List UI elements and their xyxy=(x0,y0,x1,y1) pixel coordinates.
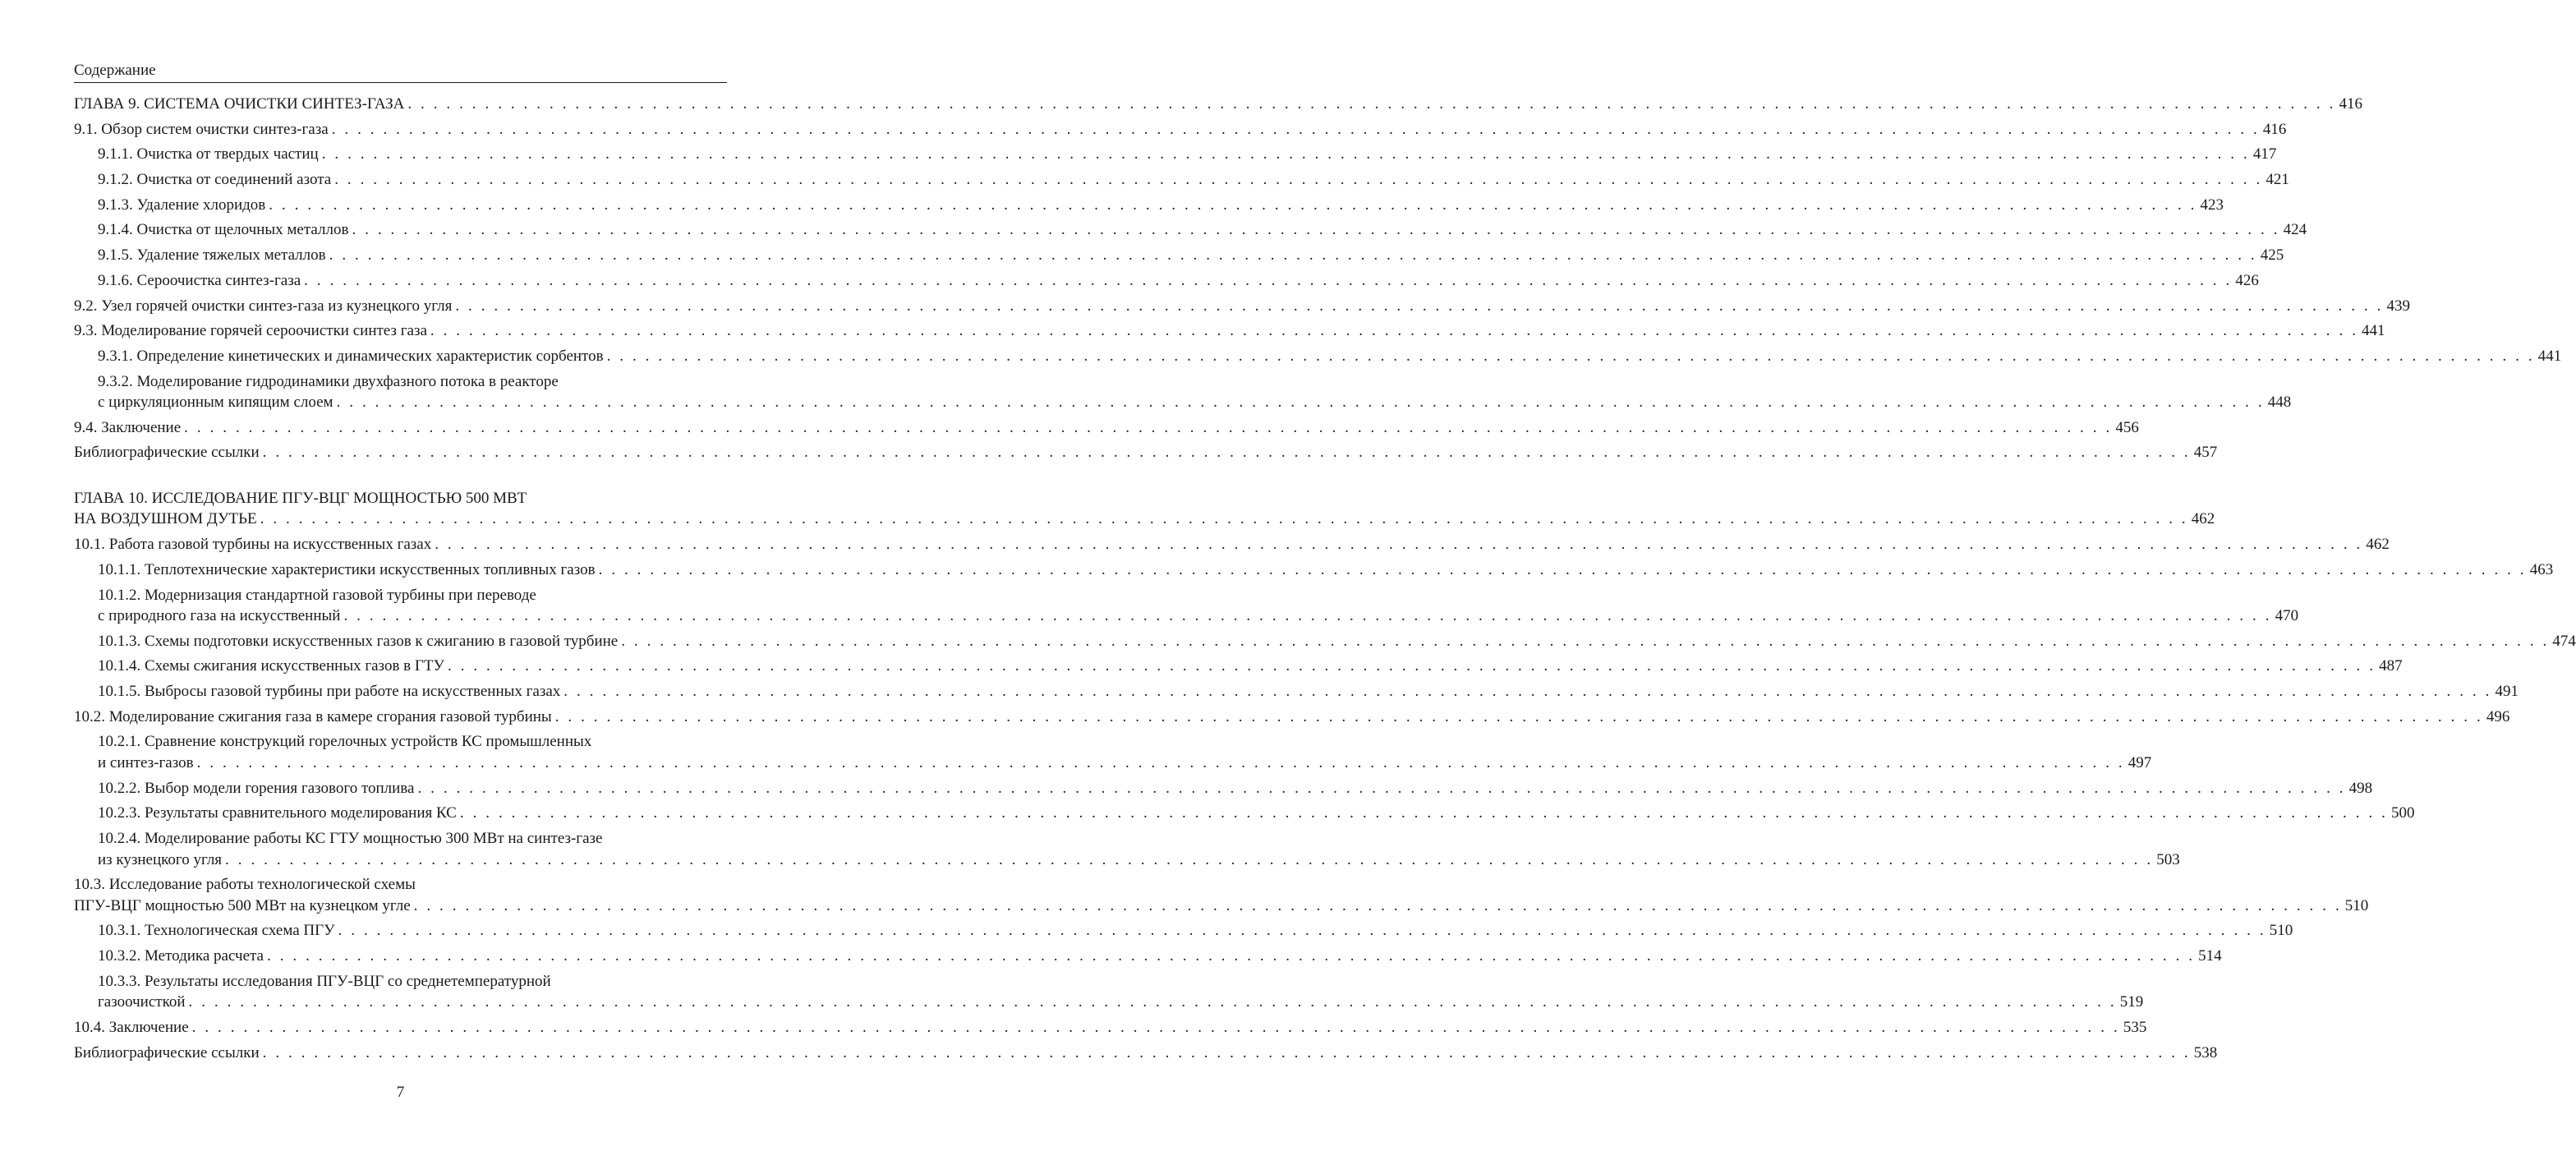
toc-page-number: 500 xyxy=(2391,804,2415,822)
dot-leader: . . . . . . . . . . . . . . . . . . . . . . . . . . . . . . . . . . . . . . . . . . . . . . . . . . . . . . . . . . . . . . . . . . . . . . . . . . . . . . . . . . . . . . . . . . . . . . . . . . . . . . . . . . . . . . . . . . . . . . . . . . . . . . . . . . . . . . . . . . . . . . . . . . . . . . xyxy=(447,657,2376,675)
toc-page-number: 439 xyxy=(2386,297,2410,315)
dot-leader: . . . . . . . . . . . . . . . . . . . . . . . . . . . . . . . . . . . . . . . . . . . . . . . . . . . . . . . . . . . . . . . . . . . . . . . . . . . . . . . . . . . . . . . . . . . . . . . . . . . . . . . . . . . . . . . . . . . . . . . . . . . . . . . . . . . . . . . . . . . . . . . . . . . . . . xyxy=(417,779,2346,797)
dot-leader: . . . . . . . . . . . . . . . . . . . . . . . . . . . . . . . . . . . . . . . . . . . . . . . . . . . . . . . . . . . . . . . . . . . . . . . . . . . . . . . . . . . . . . . . . . . . . . . . . . . . . . . . . . . . . . . . . . . . . . . . . . . . . . . . . . . . . . . . . . . . . . . . . . . . . . xyxy=(598,560,2527,578)
toc-entry-title: 9.3. Моделирование горячей сероочистки синтез газа xyxy=(74,322,427,340)
running-head: Содержание xyxy=(74,61,727,83)
toc-entry[interactable] xyxy=(74,119,2287,140)
dot-leader: . . . . . . . . . . . . . . . . . . . . . . . . . . . . . . . . . . . . . . . . . . . . . . . . . . . . . . . . . . . . . . . . . . . . . . . . . . . . . . . . . . . . . . . . . . . . . . . . . . . . . . . . . . . . . . . . . . . . . . . . . . . . . . . . . . . . . . . . . . . . . . . . . . . . . . xyxy=(430,322,2359,340)
dot-leader: . . . . . . . . . . . . . . . . . . . . . . . . . . . . . . . . . . . . . . . . . . . . . . . . . . . . . . . . . . . . . . . . . . . . . . . . . . . . . . . . . . . . . . . . . . . . . . . . . . . . . . . . . . . . . . . . . . . . . . . . . . . . . . . . . . . . . . . . . . . . . . . . . . . . . . xyxy=(196,753,2125,771)
toc-entry-title: 9.1.1. Очистка от твердых частиц xyxy=(98,145,319,163)
dot-leader: . . . . . . . . . . . . . . . . . . . . . . . . . . . . . . . . . . . . . . . . . . . . . . . . . . . . . . . . . . . . . . . . . . . . . . . . . . . . . . . . . . . . . . . . . . . . . . . . . . . . . . . . . . . . . . . . . . . . . . . . . . . . . . . . . . . . . . . . . . . . . . . . . . . . . . xyxy=(184,418,2113,436)
table-of-contents xyxy=(74,94,2576,1067)
dot-leader: . . . . . . . . . . . . . . . . . . . . . . . . . . . . . . . . . . . . . . . . . . . . . . . . . . . . . . . . . . . . . . . . . . . . . . . . . . . . . . . . . . . . . . . . . . . . . . . . . . . . . . . . . . . . . . . . . . . . . . . . . . . . . . . . . . . . . . . . . . . . . . . . . . . . . . xyxy=(455,297,2384,315)
toc-entry[interactable] xyxy=(74,803,2415,824)
toc-page-number: 424 xyxy=(2283,221,2307,239)
dot-leader: . . . . . . . . . . . . . . . . . . . . . . . . . . . . . . . . . . . . . . . . . . . . . . . . . . . . . . . . . . . . . . . . . . . . . . . . . . . . . . . . . . . . . . . . . . . . . . . . . . . . . . . . . . . . . . . . . . . . . . . . . . . . . . . . . . . . . . . . . . . . . . . . . . . . . . xyxy=(225,850,2154,868)
toc-entry-title: 9.1.5. Удаление тяжелых металлов xyxy=(98,246,326,265)
toc-page-number: 514 xyxy=(2198,947,2222,965)
toc-page-number: 463 xyxy=(2529,560,2554,578)
toc-entry-title: из кузнецкого угля xyxy=(98,850,223,868)
toc-page-number: 491 xyxy=(2495,683,2518,701)
toc-page-number: 425 xyxy=(2260,246,2284,265)
dot-leader: . . . . . . . . . . . . . . . . . . . . . . . . . . . . . . . . . . . . . . . . . . . . . . . . . . . . . . . . . . . . . . . . . . . . . . . . . . . . . . . . . . . . . . . . . . . . . . . . . . . . . . . . . . . . . . . . . . . . . . . . . . . . . . . . . . . . . . . . . . . . . . . . . . . . . . xyxy=(262,1043,2191,1061)
dot-leader: . . . . . . . . . . . . . . . . . . . . . . . . . . . . . . . . . . . . . . . . . . . . . . . . . . . . . . . . . . . . . . . . . . . . . . . . . . . . . . . . . . . . . . . . . . . . . . . . . . . . . . . . . . . . . . . . . . . . . . . . . . . . . . . . . . . . . . . . . . . . . . . . . . . . . . xyxy=(188,993,2117,1011)
toc-entry[interactable] xyxy=(74,874,2369,916)
toc-entry-title: НА ВОЗДУШНОМ ДУТЬЕ xyxy=(74,510,257,528)
toc-entry[interactable] xyxy=(74,778,2373,799)
dot-leader: . . . . . . . . . . . . . . . . . . . . . . . . . . . . . . . . . . . . . . . . . . . . . . . . . . . . . . . . . . . . . . . . . . . . . . . . . . . . . . . . . . . . . . . . . . . . . . . . . . . . . . . . . . . . . . . . . . . . . . . . . . . . . . . . . . . . . . . . . . . . . . . . . . . . . . xyxy=(352,221,2280,239)
dot-leader: . . . . . . . . . . . . . . . . . . . . . . . . . . . . . . . . . . . . . . . . . . . . . . . . . . . . . . . . . . . . . . . . . . . . . . . . . . . . . . . . . . . . . . . . . . . . . . . . . . . . . . . . . . . . . . . . . . . . . . . . . . . . . . . . . . . . . . . . . . . . . . . . . . . . . . xyxy=(269,196,2197,214)
dot-leader: . . . . . . . . . . . . . . . . . . . . . . . . . . . . . . . . . . . . . . . . . . . . . . . . . . . . . . . . . . . . . . . . . . . . . . . . . . . . . . . . . . . . . . . . . . . . . . . . . . . . . . . . . . . . . . . . . . . . . . . . . . . . . . . . . . . . . . . . . . . . . . . . . . . . . . xyxy=(336,394,2265,412)
dot-leader: . . . . . . . . . . . . . . . . . . . . . . . . . . . . . . . . . . . . . . . . . . . . . . . . . . . . . . . . . . . . . . . . . . . . . . . . . . . . . . . . . . . . . . . . . . . . . . . . . . . . . . . . . . . . . . . . . . . . . . . . . . . . . . . . . . . . . . . . . . . . . . . . . . . . . . xyxy=(407,95,2336,113)
dot-leader: . . . . . . . . . . . . . . . . . . . . . . . . . . . . . . . . . . . . . . . . . . . . . . . . . . . . . . . . . . . . . . . . . . . . . . . . . . . . . . . . . . . . . . . . . . . . . . . . . . . . . . . . . . . . . . . . . . . . . . . . . . . . . . . . . . . . . . . . . . . . . . . . . . . . . . xyxy=(262,444,2191,462)
toc-entry[interactable] xyxy=(74,828,2180,870)
dot-leader: . . . . . . . . . . . . . . . . . . . . . . . . . . . . . . . . . . . . . . . . . . . . . . . . . . . . . . . . . . . . . . . . . . . . . . . . . . . . . . . . . . . . . . . . . . . . . . . . . . . . . . . . . . . . . . . . . . . . . . . . . . . . . . . . . . . . . . . . . . . . . . . . . . . . . . xyxy=(343,607,2272,624)
dot-leader: . . . . . . . . . . . . . . . . . . . . . . . . . . . . . . . . . . . . . . . . . . . . . . . . . . . . . . . . . . . . . . . . . . . . . . . . . . . . . . . . . . . . . . . . . . . . . . . . . . . . . . . . . . . . . . . . . . . . . . . . . . . . . . . . . . . . . . . . . . . . . . . . . . . . . . xyxy=(606,347,2535,365)
dot-leader: . . . . . . . . . . . . . . . . . . . . . . . . . . . . . . . . . . . . . . . . . . . . . . . . . . . . . . . . . . . . . . . . . . . . . . . . . . . . . . . . . . . . . . . . . . . . . . . . . . . . . . . . . . . . . . . . . . . . . . . . . . . . . . . . . . . . . . . . . . . . . . . . . . . . . . xyxy=(321,145,2250,163)
toc-page-number: 448 xyxy=(2267,394,2292,412)
toc-entry-title: 10.1.2. Модернизация стандартной газовой турбины при переводе xyxy=(98,586,536,604)
toc-entry-title: 9.3.2. Моделирование гидродинамики двухфазного потока в реакторе xyxy=(98,372,559,390)
toc-entry-title: 10.1.5. Выбросы газовой турбины при работе на искусственных газах xyxy=(98,683,561,701)
toc-entry-title: ПГУ-ВЦГ мощностью 500 МВт на кузнецком угле xyxy=(74,896,411,914)
dot-leader: . . . . . . . . . . . . . . . . . . . . . . . . . . . . . . . . . . . . . . . . . . . . . . . . . . . . . . . . . . . . . . . . . . . . . . . . . . . . . . . . . . . . . . . . . . . . . . . . . . . . . . . . . . . . . . . . . . . . . . . . . . . . . . . . . . . . . . . . . . . . . . . . . . . . . . xyxy=(413,896,2342,914)
toc-page-number: 426 xyxy=(2235,271,2259,289)
toc-entry-title: 9.1.4. Очистка от щелочных металлов xyxy=(98,221,349,239)
dot-leader: . . . . . . . . . . . . . . . . . . . . . . . . . . . . . . . . . . . . . . . . . . . . . . . . . . . . . . . . . . . . . . . . . . . . . . . . . . . . . . . . . . . . . . . . . . . . . . . . . . . . . . . . . . . . . . . . . . . . . . . . . . . . . . . . . . . . . . . . . . . . . . . . . . . . . . xyxy=(334,171,2263,189)
toc-entry-title: 10.3.3. Результаты исследования ПГУ-ВЦГ со среднетемпературной xyxy=(98,972,551,990)
dot-leader: . . . . . . . . . . . . . . . . . . . . . . . . . . . . . . . . . . . . . . . . . . . . . . . . . . . . . . . . . . . . . . . . . . . . . . . . . . . . . . . . . . . . . . . . . . . . . . . . . . . . . . . . . . . . . . . . . . . . . . . . . . . . . . . . . . . . . . . . . . . . . . . . . . . . . . xyxy=(191,1018,2120,1036)
toc-entry-title: 9.1.6. Сероочистка синтез-газа xyxy=(98,271,301,289)
toc-entry-title: 9.1. Обзор систем очистки синтез-газа xyxy=(74,120,329,138)
dot-leader: . . . . . . . . . . . . . . . . . . . . . . . . . . . . . . . . . . . . . . . . . . . . . . . . . . . . . . . . . . . . . . . . . . . . . . . . . . . . . . . . . . . . . . . . . . . . . . . . . . . . . . . . . . . . . . . . . . . . . . . . . . . . . . . . . . . . . . . . . . . . . . . . . . . . . . xyxy=(621,632,2550,650)
toc-entry-title: 10.3.2. Методика расчета xyxy=(98,947,264,965)
toc-entry[interactable] xyxy=(74,488,2215,530)
toc-entry-title: 10.3. Исследование работы технологической схемы xyxy=(74,876,416,894)
dot-leader: . . . . . . . . . . . . . . . . . . . . . . . . . . . . . . . . . . . . . . . . . . . . . . . . . . . . . . . . . . . . . . . . . . . . . . . . . . . . . . . . . . . . . . . . . . . . . . . . . . . . . . . . . . . . . . . . . . . . . . . . . . . . . . . . . . . . . . . . . . . . . . . . . . . . . . xyxy=(564,683,2492,701)
toc-entry[interactable] xyxy=(74,245,2284,266)
dot-leader: . . . . . . . . . . . . . . . . . . . . . . . . . . . . . . . . . . . . . . . . . . . . . . . . . . . . . . . . . . . . . . . . . . . . . . . . . . . . . . . . . . . . . . . . . . . . . . . . . . . . . . . . . . . . . . . . . . . . . . . . . . . . . . . . . . . . . . . . . . . . . . . . . . . . . . xyxy=(267,947,2196,965)
toc-entry-title: 10.1.3. Схемы подготовки искусственных газов к сжиганию в газовой турбине xyxy=(98,632,619,650)
toc-entry-title: 10.2.3. Результаты сравнительного моделирования КС xyxy=(98,804,457,822)
toc-entry[interactable] xyxy=(74,946,2222,967)
dot-leader: . . . . . . . . . . . . . . . . . . . . . . . . . . . . . . . . . . . . . . . . . . . . . . . . . . . . . . . . . . . . . . . . . . . . . . . . . . . . . . . . . . . . . . . . . . . . . . . . . . . . . . . . . . . . . . . . . . . . . . . . . . . . . . . . . . . . . . . . . . . . . . . . . . . . . . xyxy=(338,922,2266,940)
toc-entry-title: 10.1.1. Теплотехнические характеристики искусственных топливных газов xyxy=(98,560,596,578)
toc-entry[interactable] xyxy=(74,1017,2147,1038)
toc-entry[interactable] xyxy=(74,559,2554,581)
toc-page-number: 519 xyxy=(2119,993,2144,1011)
toc-entry[interactable] xyxy=(74,195,2224,216)
toc-entry-title: и синтез-газов xyxy=(98,753,194,771)
dot-leader: . . . . . . . . . . . . . . . . . . . . . . . . . . . . . . . . . . . . . . . . . . . . . . . . . . . . . . . . . . . . . . . . . . . . . . . . . . . . . . . . . . . . . . . . . . . . . . . . . . . . . . . . . . . . . . . . . . . . . . . . . . . . . . . . . . . . . . . . . . . . . . . . . . . . . . xyxy=(329,246,2257,265)
toc-entry-title: Библиографические ссылки xyxy=(74,444,260,462)
toc-entry-title: с природного газа на искусственный xyxy=(98,607,341,624)
toc-entry-title: 10.1. Работа газовой турбины на искусственных газах xyxy=(74,536,432,554)
toc-page-number: 457 xyxy=(2193,444,2218,462)
toc-entry[interactable] xyxy=(74,731,2152,773)
toc-page-number: 416 xyxy=(2262,120,2287,138)
toc-entry-title: 9.1.3. Удаление хлоридов xyxy=(98,196,266,214)
toc-entry[interactable] xyxy=(74,534,2390,555)
dot-leader: . . . . . . . . . . . . . . . . . . . . . . . . . . . . . . . . . . . . . . . . . . . . . . . . . . . . . . . . . . . . . . . . . . . . . . . . . . . . . . . . . . . . . . . . . . . . . . . . . . . . . . . . . . . . . . . . . . . . . . . . . . . . . . . . . . . . . . . . . . . . . . . . . . . . . . xyxy=(435,536,2363,554)
toc-page-number: 487 xyxy=(2379,657,2403,675)
toc-entry[interactable] xyxy=(74,681,2518,702)
toc-entry-title: 10.2. Моделирование сжигания газа в камере сгорания газовой турбины xyxy=(74,707,552,725)
toc-entry-title: 9.1.2. Очистка от соединений азота xyxy=(98,171,332,189)
toc-page-number: 441 xyxy=(2537,347,2562,365)
toc-page-number: 510 xyxy=(2344,896,2369,914)
toc-entry-title: ГЛАВА 9. СИСТЕМА ОЧИСТКИ СИНТЕЗ-ГАЗА xyxy=(74,95,405,113)
toc-entry-title: газоочисткой xyxy=(98,993,186,1011)
toc-entry[interactable] xyxy=(74,631,2576,652)
page-number: 7 xyxy=(396,1084,405,1101)
toc-page-number: 470 xyxy=(2275,607,2299,624)
toc-entry[interactable] xyxy=(74,219,2307,241)
toc-page-number: 462 xyxy=(2191,510,2215,528)
dot-leader: . . . . . . . . . . . . . . . . . . . . . . . . . . . . . . . . . . . . . . . . . . . . . . . . . . . . . . . . . . . . . . . . . . . . . . . . . . . . . . . . . . . . . . . . . . . . . . . . . . . . . . . . . . . . . . . . . . . . . . . . . . . . . . . . . . . . . . . . . . . . . . . . . . . . . . xyxy=(260,510,2188,528)
dot-leader: . . . . . . . . . . . . . . . . . . . . . . . . . . . . . . . . . . . . . . . . . . . . . . . . . . . . . . . . . . . . . . . . . . . . . . . . . . . . . . . . . . . . . . . . . . . . . . . . . . . . . . . . . . . . . . . . . . . . . . . . . . . . . . . . . . . . . . . . . . . . . . . . . . . . . . xyxy=(459,804,2388,822)
toc-page-number: 496 xyxy=(2486,707,2510,725)
toc-page-number: 462 xyxy=(2366,536,2390,554)
toc-page-number: 416 xyxy=(2339,95,2362,113)
toc-entry-title: с циркуляционным кипящим слоем xyxy=(98,394,334,412)
toc-page-number: 498 xyxy=(2348,779,2373,797)
toc-entry[interactable] xyxy=(74,417,2139,439)
toc-entry-title: 10.4. Заключение xyxy=(74,1018,189,1036)
toc-entry[interactable] xyxy=(74,169,2289,191)
toc-entry-title: 10.2.4. Моделирование работы КС ГТУ мощностью 300 МВт на синтез-газе xyxy=(98,830,603,847)
toc-entry-title: 10.2.2. Выбор модели горения газового топлива xyxy=(98,779,415,797)
toc-page-number: 535 xyxy=(2123,1018,2147,1036)
toc-entry[interactable] xyxy=(74,270,2259,292)
toc-entry-title: Библиографические ссылки xyxy=(74,1043,260,1061)
toc-entry-title: 9.3.1. Определение кинетических и динамических характеристик сорбентов xyxy=(98,347,604,365)
toc-page-number: 421 xyxy=(2266,171,2289,189)
toc-entry[interactable] xyxy=(74,320,2385,342)
toc-entry[interactable] xyxy=(74,656,2403,677)
toc-entry[interactable] xyxy=(74,144,2277,165)
toc-entry[interactable] xyxy=(74,296,2410,317)
toc-entry-title: 9.4. Заключение xyxy=(74,418,182,436)
toc-entry-title: 10.3.1. Технологическая схема ПГУ xyxy=(98,922,335,940)
toc-entry[interactable] xyxy=(74,94,2362,115)
toc-entry[interactable] xyxy=(74,442,2218,463)
toc-entry[interactable] xyxy=(74,1043,2218,1064)
toc-entry[interactable] xyxy=(74,971,2144,1013)
toc-entry[interactable] xyxy=(74,371,2292,413)
dot-leader: . . . . . . . . . . . . . . . . . . . . . . . . . . . . . . . . . . . . . . . . . . . . . . . . . . . . . . . . . . . . . . . . . . . . . . . . . . . . . . . . . . . . . . . . . . . . . . . . . . . . . . . . . . . . . . . . . . . . . . . . . . . . . . . . . . . . . . . . . . . . . . . . . . . . . . xyxy=(304,271,2233,289)
chapter-block xyxy=(74,488,2576,1063)
dot-leader: . . . . . . . . . . . . . . . . . . . . . . . . . . . . . . . . . . . . . . . . . . . . . . . . . . . . . . . . . . . . . . . . . . . . . . . . . . . . . . . . . . . . . . . . . . . . . . . . . . . . . . . . . . . . . . . . . . . . . . . . . . . . . . . . . . . . . . . . . . . . . . . . . . . . . . xyxy=(331,120,2260,138)
chapter-block xyxy=(74,94,2562,463)
toc-page-number: 456 xyxy=(2115,418,2139,436)
toc-page-number: 423 xyxy=(2200,196,2224,214)
toc-page-number: 417 xyxy=(2252,145,2277,163)
toc-page-number: 503 xyxy=(2156,850,2180,868)
toc-entry[interactable] xyxy=(74,585,2299,627)
toc-entry-title: 10.1.4. Схемы сжигания искусственных газов в ГТУ xyxy=(98,657,444,675)
toc-page-number: 538 xyxy=(2193,1043,2218,1061)
toc-entry-title: 9.2. Узел горячей очистки синтез-газа из кузнецкого угля xyxy=(74,297,453,315)
toc-page-number: 474 xyxy=(2552,632,2576,650)
toc-page-number: 510 xyxy=(2269,922,2293,940)
toc-page-number: 497 xyxy=(2128,753,2152,771)
toc-entry[interactable] xyxy=(74,707,2510,728)
dot-leader: . . . . . . . . . . . . . . . . . . . . . . . . . . . . . . . . . . . . . . . . . . . . . . . . . . . . . . . . . . . . . . . . . . . . . . . . . . . . . . . . . . . . . . . . . . . . . . . . . . . . . . . . . . . . . . . . . . . . . . . . . . . . . . . . . . . . . . . . . . . . . . . . . . . . . . xyxy=(554,707,2483,725)
toc-page-number: 441 xyxy=(2362,322,2385,340)
toc-entry[interactable] xyxy=(74,920,2293,942)
toc-entry-title: ГЛАВА 10. ИССЛЕДОВАНИЕ ПГУ-ВЦГ МОЩНОСТЬЮ 500 МВТ xyxy=(74,489,527,507)
toc-entry-title: 10.2.1. Сравнение конструкций горелочных устройств КС промышленных xyxy=(98,733,592,751)
toc-entry[interactable] xyxy=(74,346,2562,367)
